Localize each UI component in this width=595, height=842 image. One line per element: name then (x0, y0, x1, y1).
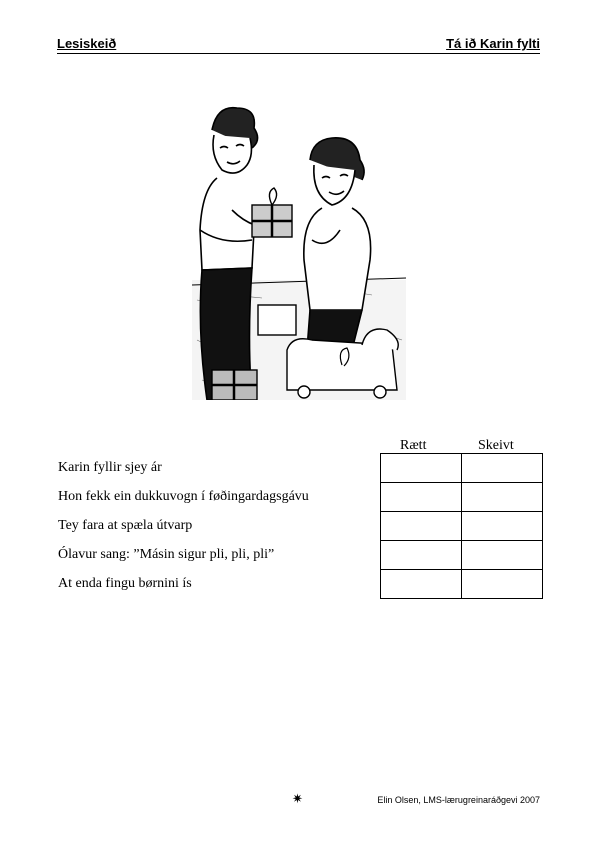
page-header (57, 36, 540, 54)
statement-1: Karin fyllir sjey ár (58, 460, 162, 475)
answer-box-wrong-3[interactable] (462, 512, 543, 541)
answer-grid (380, 453, 543, 599)
answer-box-wrong-2[interactable] (462, 483, 543, 512)
answer-row-5 (381, 570, 543, 599)
answer-row-4 (381, 541, 543, 570)
answer-box-correct-2[interactable] (381, 483, 462, 512)
answer-box-correct-3[interactable] (381, 512, 462, 541)
answer-box-correct-5[interactable] (381, 570, 462, 599)
footer-credit: Elin Olsen, LMS-lærugreinaráðgevi 2007 (377, 795, 540, 805)
answer-box-correct-4[interactable] (381, 541, 462, 570)
answer-row-2 (381, 483, 543, 512)
answer-box-wrong-4[interactable] (462, 541, 543, 570)
statement-4: Ólavur sang: ”Másin sigur pli, pli, pli” (58, 547, 275, 562)
statement-2: Hon fekk ein dukkuvogn í føðingardagsgávu (58, 489, 309, 504)
story-title: Tá ið Karin fylti (446, 36, 540, 51)
subject-title: Lesiskeið (57, 36, 117, 51)
answer-box-wrong-1[interactable] (462, 454, 543, 483)
column-header-wrong: Skeivt (478, 438, 514, 453)
star-icon: ✷ (292, 792, 303, 807)
answer-row-1 (381, 454, 543, 483)
answer-box-correct-1[interactable] (381, 454, 462, 483)
answer-box-wrong-5[interactable] (462, 570, 543, 599)
birthday-gift-illustration (192, 100, 406, 400)
answer-row-3 (381, 512, 543, 541)
column-header-correct: Rætt (400, 438, 427, 453)
statement-3: Tey fara at spæla útvarp (58, 518, 193, 533)
statement-5: At enda fingu børnini ís (58, 576, 192, 591)
